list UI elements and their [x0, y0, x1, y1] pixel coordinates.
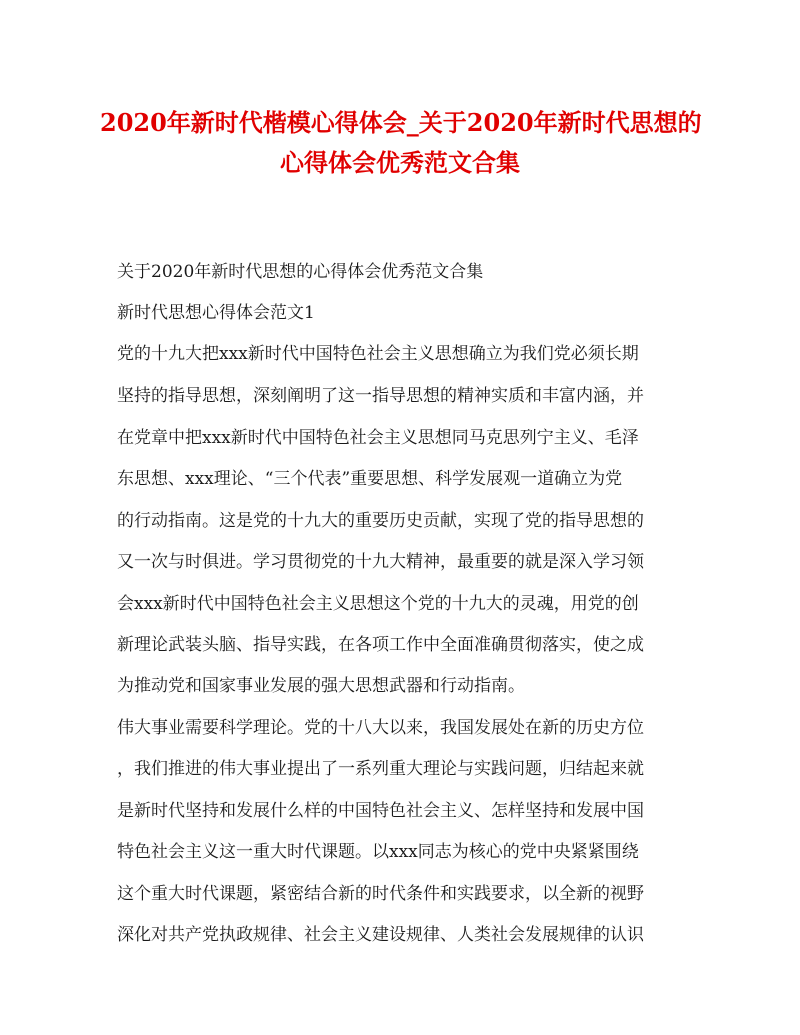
body-line: 会xxx新时代中国特色社会主义思想这个党的十九大的灵魂，用党的创 — [117, 594, 639, 614]
body-line: 在党章中把xxx新时代中国特色社会主义思想同马克思列宁主义、毛泽 — [117, 428, 639, 448]
body-line: 的行动指南。这是党的十九大的重要历史贡献，实现了党的指导思想的 — [117, 511, 644, 531]
body-line: 为推动党和国家事业发展的强大思想武器和行动指南。 — [117, 676, 525, 696]
body-line: 这个重大时代课题，紧密结合新的时代条件和实践要求，以全新的视野 — [117, 884, 644, 904]
subtitle-line: 关于2020年新时代思想的心得体会优秀范文合集 — [117, 262, 484, 282]
body-line: 特色社会主义这一重大时代课题。以xxx同志为核心的党中央紧紧围绕 — [117, 842, 639, 862]
section-heading: 新时代思想心得体会范文1 — [117, 303, 315, 323]
body-line: ，我们推进的伟大事业提出了一系列重大理论与实践问题，归结起来就 — [117, 759, 644, 779]
body-line: 是新时代坚持和发展什么样的中国特色社会主义、怎样坚持和发展中国 — [117, 801, 644, 821]
document-title-line-1: 2020年新时代楷模心得体会_关于2020年新时代思想的 — [100, 108, 702, 137]
body-line: 东思想、xxx理论、“三个代表”重要思想、科学发展观一道确立为党 — [117, 469, 623, 489]
body-line: 新理论武装头脑、指导实践，在各项工作中全面准确贯彻落实，使之成 — [117, 635, 644, 655]
body-line: 伟大事业需要科学理论。党的十八大以来，我国发展处在新的历史方位 — [117, 718, 644, 738]
body-line: 坚持的指导思想，深刻阐明了这一指导思想的精神实质和丰富内涵，并 — [117, 386, 644, 406]
body-line: 深化对共产党执政规律、社会主义建设规律、人类社会发展规律的认识 — [117, 925, 644, 945]
body-line: 党的十九大把xxx新时代中国特色社会主义思想确立为我们党必须长期 — [117, 344, 639, 364]
document-title-line-2: 心得体会优秀范文合集 — [280, 148, 520, 177]
body-line: 又一次与时俱进。学习贯彻党的十九大精神，最重要的就是深入学习领 — [117, 552, 644, 572]
